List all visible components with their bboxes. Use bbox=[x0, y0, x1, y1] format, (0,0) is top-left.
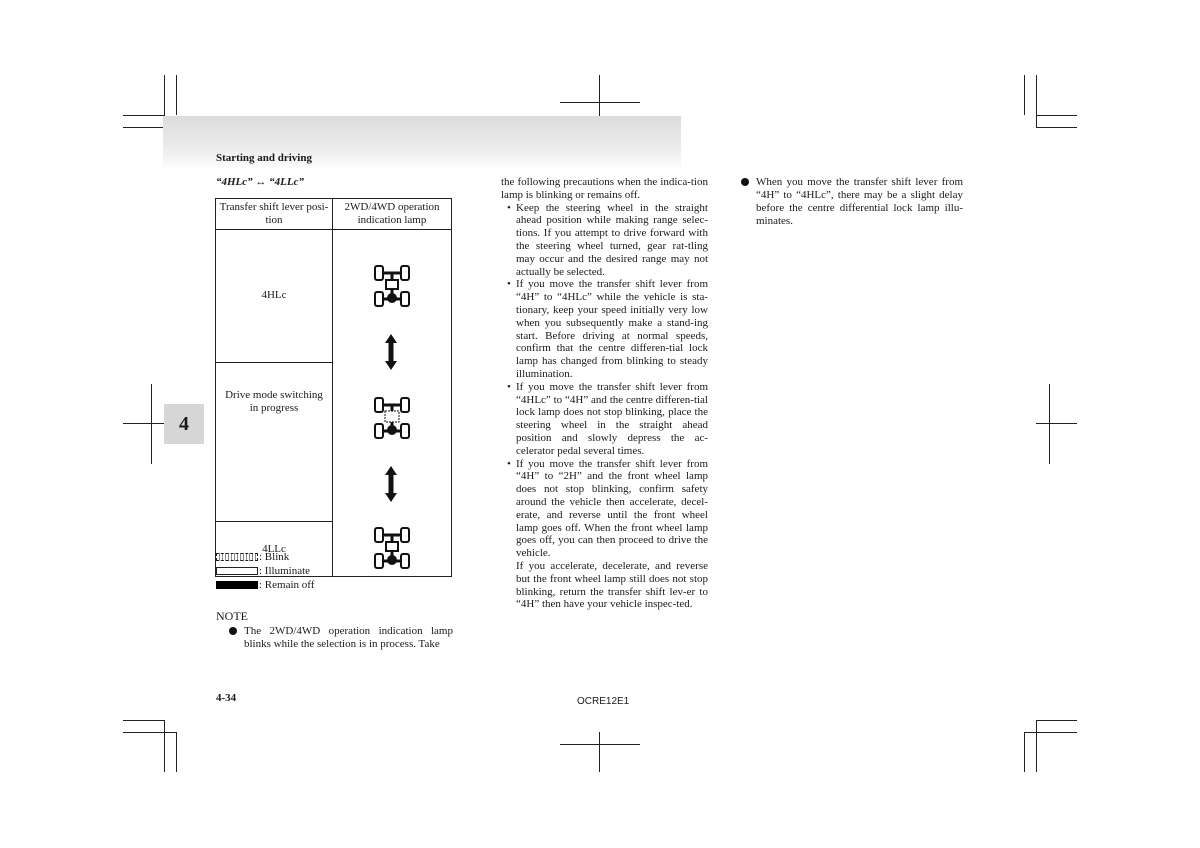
blink-swatch-icon bbox=[216, 553, 258, 561]
document-code: OCRE12E1 bbox=[577, 696, 630, 707]
crop-mark-bottom-left-h2 bbox=[123, 732, 176, 733]
legend-blink bbox=[216, 551, 289, 563]
double-arrow-icon bbox=[385, 334, 397, 370]
lamp-diagram bbox=[333, 230, 450, 576]
bullet-icon: • bbox=[507, 380, 511, 393]
delay-note bbox=[741, 176, 963, 228]
delay-note-column bbox=[741, 176, 963, 228]
remain-off-swatch-icon bbox=[216, 581, 258, 589]
precautions-column bbox=[501, 176, 708, 611]
crop-mark-top-center-h bbox=[560, 102, 640, 103]
double-arrow-icon bbox=[385, 466, 397, 502]
crop-mark-bottom-left-h bbox=[123, 720, 164, 721]
crop-mark-top-right-v2 bbox=[1036, 75, 1037, 127]
legend-illuminate-text: : Illuminate bbox=[259, 565, 311, 577]
precaution-text: If you move the transfer shift lever from “4H” to “2H” and the front wheel lamp does not stop blinking, confirm safety around the vehicle then accelerate, decel-erate, and reverse until the front wheel lamp goes off. When the front wheel lamp goes off, you can then proceed to drive the vehicle. bbox=[516, 457, 708, 560]
page-number: 4-34 bbox=[216, 692, 237, 704]
precautions-intro: the following precautions when the indica-tion lamp is blinking or remains off. bbox=[501, 176, 708, 201]
crop-mark-bottom-left-v bbox=[164, 720, 165, 772]
bullet-icon bbox=[741, 178, 749, 186]
table-cell-state bbox=[216, 362, 333, 521]
section-title: Starting and driving bbox=[216, 152, 312, 164]
4wd-blinking-lamp-icon bbox=[375, 398, 409, 438]
precaution-item bbox=[501, 458, 708, 560]
illuminate-swatch-icon bbox=[216, 567, 258, 575]
legend-illuminate bbox=[216, 565, 310, 577]
crop-mark-mid-left-h bbox=[123, 423, 164, 424]
table-cell-state bbox=[216, 230, 333, 363]
crop-mark-mid-left-v bbox=[151, 384, 152, 464]
crop-mark-top-right-h2 bbox=[1036, 127, 1077, 128]
crop-mark-top-right-v bbox=[1024, 75, 1025, 115]
precaution-text: If you move the transfer shift lever from “4HLc” to “4H” and the centre differen-tial lock lamp does not stop blinking, place the steering wheel in the straight ahead position and slowly depress the ac-celerator pedal several times. bbox=[516, 380, 708, 457]
note-body bbox=[229, 625, 453, 651]
chapter-tab: 4 bbox=[164, 404, 204, 444]
table-header-lever bbox=[216, 199, 333, 230]
crop-mark-bottom-right-h bbox=[1024, 732, 1077, 733]
note-heading: NOTE bbox=[216, 609, 248, 623]
bullet-icon: • bbox=[507, 278, 511, 291]
precaution-text: If you move the transfer shift lever from “4H” to “4HLc” while the vehicle is sta-tionary, keep your speed initially very low when you subsequently make a stand-ing start. Before driving at normal speeds, confirm that the centre differen-tial lock lamp has changed from blinking to steady illumination. bbox=[516, 278, 708, 380]
crop-mark-mid-right-v bbox=[1049, 384, 1050, 464]
crop-mark-top-right-h bbox=[1036, 115, 1077, 116]
crop-mark-bottom-center-v bbox=[599, 732, 600, 772]
bullet-icon: • bbox=[507, 201, 511, 214]
bullet-icon: • bbox=[507, 457, 511, 470]
4wd-lock-lamp-icon bbox=[375, 266, 409, 306]
precaution-item bbox=[501, 202, 708, 279]
precaution-item bbox=[501, 381, 708, 458]
crop-mark-mid-right-h bbox=[1036, 423, 1077, 424]
lamp-table bbox=[215, 198, 452, 577]
state-label-switching: Drive mode switching in progress bbox=[225, 388, 323, 414]
table-header-lamp bbox=[333, 199, 452, 230]
lamp-diagram-cell bbox=[333, 230, 452, 577]
crop-mark-top-left-v2 bbox=[176, 75, 177, 115]
table-header-lamp-text: 2WD/4WD operation indication lamp bbox=[344, 201, 440, 226]
precaution-text: Keep the steering wheel in the straight ahead position while making range selec-tions. If you attempt to drive forward with the steering wheel turned, gear rat-tling may occur and the desired range may not actually be selected. bbox=[516, 201, 708, 278]
crop-mark-bottom-right-v2 bbox=[1036, 720, 1037, 772]
subtitle: “4HLc” ↔ “4LLc” bbox=[216, 176, 304, 188]
state-label-4llc: 4LLc bbox=[262, 542, 286, 555]
delay-note-text: When you move the transfer shift lever from “4H” to “4HLc”, there may be a slight delay before the centre differential lock lamp illu-minates. bbox=[756, 176, 963, 227]
4wd-lock-lamp-icon bbox=[375, 528, 409, 568]
crop-mark-top-left-h bbox=[123, 115, 164, 116]
legend-remain-off-text: : Remain off bbox=[259, 579, 315, 591]
note-text: The 2WD/4WD operation indication lamp blinks while the selection is in process. Take bbox=[244, 625, 453, 650]
precaution-item bbox=[501, 278, 708, 380]
table-header-lever-text: Transfer shift lever posi- tion bbox=[219, 201, 329, 226]
state-label-4hlc: 4HLc bbox=[261, 289, 287, 302]
crop-mark-top-left-h2 bbox=[123, 127, 164, 128]
crop-mark-bottom-right-v bbox=[1024, 732, 1025, 772]
crop-mark-bottom-right-h2 bbox=[1036, 720, 1077, 721]
legend-remain-off bbox=[216, 579, 314, 591]
precaution-continuation: If you accelerate, decelerate, and reverse but the front wheel lamp still does not stop blinking, return the transfer shift lev-er to “4H” then have your vehicle inspec-ted. bbox=[516, 559, 708, 611]
crop-mark-bottom-center-h bbox=[560, 744, 640, 745]
legend-blink-text: : Blink bbox=[259, 551, 290, 563]
crop-mark-bottom-left-v2 bbox=[176, 732, 177, 772]
bullet-icon bbox=[229, 627, 237, 635]
